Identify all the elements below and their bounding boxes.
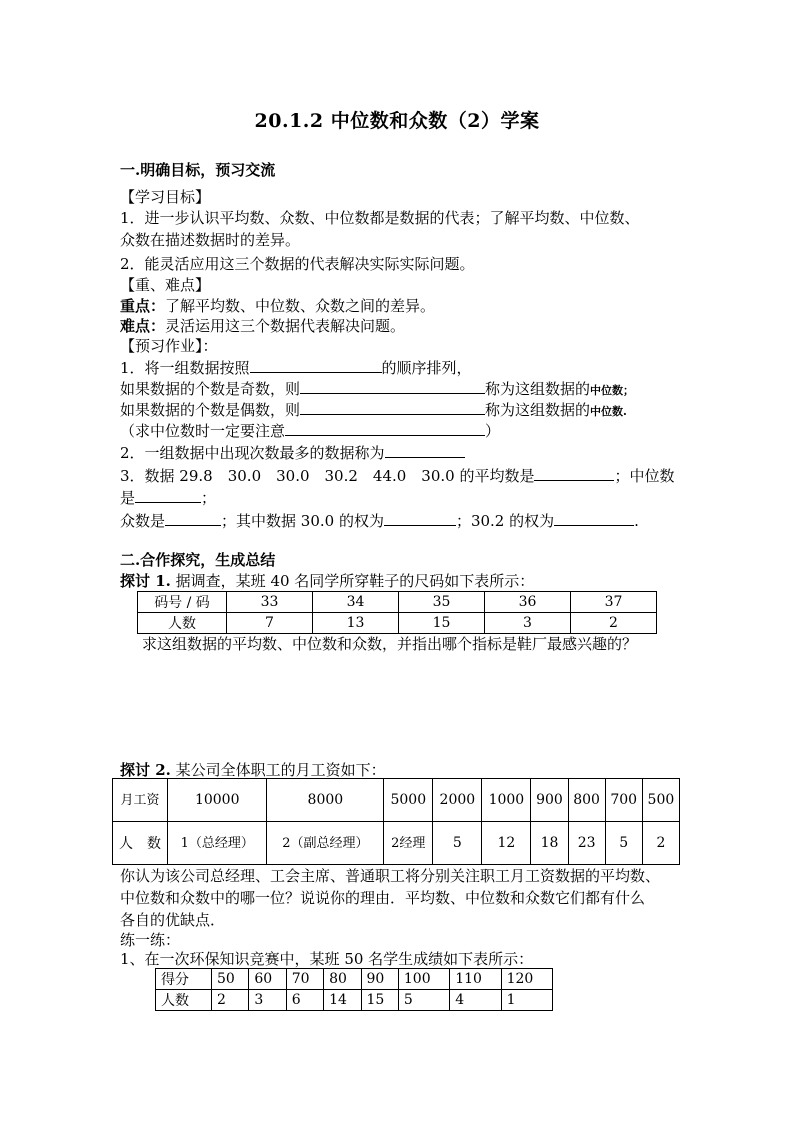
table-cell: 15	[361, 990, 398, 1011]
table-cell: 人数	[138, 613, 227, 634]
answer-blank[interactable]	[285, 420, 485, 436]
table-cell: 码号 / 码	[138, 592, 227, 613]
table-cell: 3	[485, 613, 571, 634]
discussion-1-label: 探讨 1.	[120, 572, 171, 590]
table-row	[138, 592, 657, 613]
table-cell: 4	[450, 990, 501, 1011]
discussion-2	[120, 760, 386, 780]
key-heading: 【重、难点】	[120, 276, 211, 294]
shoe-size-table	[137, 591, 657, 634]
key-point	[120, 296, 435, 316]
salary-table	[112, 778, 680, 865]
table-cell: 700	[605, 779, 642, 822]
q2-text: 2．一组数据中出现次数最多的数据称为	[120, 444, 385, 462]
question-3	[120, 465, 675, 486]
table-cell: 1	[501, 990, 552, 1011]
table-cell: 18	[531, 822, 568, 865]
q3-text-b: ；中位数	[614, 467, 675, 485]
diff-label: 难点：	[120, 317, 166, 335]
table-cell: 2	[642, 822, 679, 865]
table-cell: 3	[249, 990, 286, 1011]
question-3-line-3	[120, 510, 639, 531]
table-cell: 50	[212, 969, 249, 990]
table-cell: 2经理	[384, 822, 433, 865]
goal-1-line-2: 众数在描述数据时的差异。	[120, 231, 301, 249]
table-cell: 100	[398, 969, 449, 990]
answer-blank[interactable]	[165, 510, 221, 526]
table-cell: 人 数	[113, 822, 168, 865]
table-cell: 5	[433, 822, 482, 865]
table-cell: 13	[313, 613, 399, 634]
table-cell: 2	[212, 990, 249, 1011]
page-title: 20.1.2 中位数和众数（2）学案	[254, 110, 540, 132]
table-row	[113, 779, 680, 822]
discussion-1-text: 据调查，某班 40 名同学所穿鞋子的尺码如下表所示：	[175, 572, 535, 590]
table-cell: 110	[450, 969, 501, 990]
table-cell: 90	[361, 969, 398, 990]
table-row	[138, 613, 657, 634]
section-2-heading: 二.合作探究，生成总结	[120, 551, 276, 569]
difficult-point	[120, 316, 405, 336]
goal-1-line-1: 1．进一步认识平均数、众数、中位数都是数据的代表；了解平均数、中位数、	[120, 209, 640, 227]
table-cell: 1（总经理）	[168, 822, 267, 865]
table-cell: 14	[324, 990, 361, 1011]
question-1-odd	[120, 378, 634, 401]
discussion-1	[120, 571, 534, 591]
q1-text-d: 称为这组数据的	[485, 380, 591, 398]
table-cell: 60	[249, 969, 286, 990]
q3-text-e: 众数是	[120, 512, 166, 530]
question-1	[120, 357, 472, 378]
discussion-2-question-1: 你认为该公司总经理、工会主席、普通职工将分别关注职工月工资数据的平均数、	[120, 867, 661, 885]
table-cell: 120	[501, 969, 552, 990]
discussion-1-question: 求这组数据的平均数、中位数和众数，并指出哪个指标是鞋厂最感兴趣的？	[142, 635, 638, 653]
diff-text: 灵活运用这三个数据代表解决问题。	[165, 317, 406, 335]
answer-blank[interactable]	[300, 378, 485, 394]
key-text: 了解平均数、中位数、众数之间的差异。	[165, 297, 436, 315]
table-cell: 5000	[384, 779, 433, 822]
q1-small-d: 中位数；	[590, 384, 635, 397]
table-cell: 37	[571, 592, 657, 613]
answer-blank[interactable]	[385, 442, 465, 458]
answer-blank[interactable]	[250, 357, 382, 373]
q3-text-h: .	[634, 512, 639, 530]
table-cell: 2（副总经理）	[267, 822, 384, 865]
q1-text-h: ）	[485, 422, 501, 440]
q1-text-b: 的顺序排列，	[381, 359, 472, 377]
q1-text-c: 如果数据的个数是奇数，则	[120, 380, 301, 398]
table-row	[156, 969, 553, 990]
table-cell: 12	[482, 822, 531, 865]
question-1-even	[120, 399, 627, 422]
practice-heading: 练一练：	[120, 931, 181, 949]
key-label: 重点：	[120, 297, 166, 315]
table-cell: 80	[324, 969, 361, 990]
table-cell: 5	[398, 990, 449, 1011]
answer-blank[interactable]	[534, 465, 614, 481]
table-cell: 人数	[156, 990, 212, 1011]
table-row	[113, 822, 680, 865]
question-2	[120, 442, 465, 463]
table-cell: 800	[568, 779, 605, 822]
table-cell: 2	[571, 613, 657, 634]
answer-blank[interactable]	[554, 510, 634, 526]
q1-small-f: 中位数.	[590, 405, 627, 418]
table-cell: 5	[605, 822, 642, 865]
q3-text-a: 3．数据 29.8 30.0 30.0 30.2 44.0 30.0 的平均数是	[120, 467, 535, 485]
discussion-2-label: 探讨 2.	[120, 761, 171, 779]
table-cell: 8000	[267, 779, 384, 822]
q3-text-c: 是	[120, 489, 136, 507]
q3-text-f: ；其中数据 30.0 的权为	[221, 512, 384, 530]
table-cell: 1000	[482, 779, 531, 822]
table-cell: 6	[286, 990, 323, 1011]
section-1-heading: 一.明确目标，预习交流	[120, 161, 276, 179]
table-cell: 33	[227, 592, 313, 613]
table-cell: 36	[485, 592, 571, 613]
discussion-2-question-3: 各自的优缺点．	[120, 911, 226, 929]
table-cell: 15	[399, 613, 485, 634]
question-1-note	[120, 420, 500, 441]
table-cell: 500	[642, 779, 679, 822]
table-cell: 35	[399, 592, 485, 613]
answer-blank[interactable]	[384, 510, 456, 526]
table-cell: 得分	[156, 969, 212, 990]
discussion-2-text: 某公司全体职工的月工资如下：	[175, 761, 386, 779]
table-cell: 23	[568, 822, 605, 865]
table-cell: 10000	[168, 779, 267, 822]
discussion-2-question-2: 中位数和众数中的哪一位？说说你的理由．平均数、中位数和众数它们都有什么	[120, 889, 646, 907]
q3-text-g: ；30.2 的权为	[455, 512, 555, 530]
table-cell: 月工资	[113, 779, 168, 822]
practice-1: 1、在一次环保知识竞赛中，某班 50 名学生成绩如下表所示：	[120, 950, 534, 968]
q1-text-e: 如果数据的个数是偶数，则	[120, 401, 301, 419]
goal-2: 2．能灵活应用这三个数据的代表解决实际实际问题。	[120, 255, 475, 273]
table-cell: 900	[531, 779, 568, 822]
table-cell: 34	[313, 592, 399, 613]
q3-text-d: ；	[201, 489, 217, 507]
table-cell: 2000	[433, 779, 482, 822]
q1-text-f: 称为这组数据的	[485, 401, 591, 419]
table-cell: 7	[227, 613, 313, 634]
question-3-line-2	[120, 487, 216, 508]
table-row	[156, 990, 553, 1011]
q1-text-g: （求中位数时一定要注意	[120, 422, 286, 440]
homework-heading: 【预习作业】：	[120, 337, 218, 355]
score-table	[155, 968, 553, 1011]
answer-blank[interactable]	[135, 487, 201, 503]
q1-text-a: 1．将一组数据按照	[120, 359, 250, 377]
goal-heading: 【学习目标】	[120, 188, 211, 206]
answer-blank[interactable]	[300, 399, 485, 415]
table-cell: 70	[286, 969, 323, 990]
